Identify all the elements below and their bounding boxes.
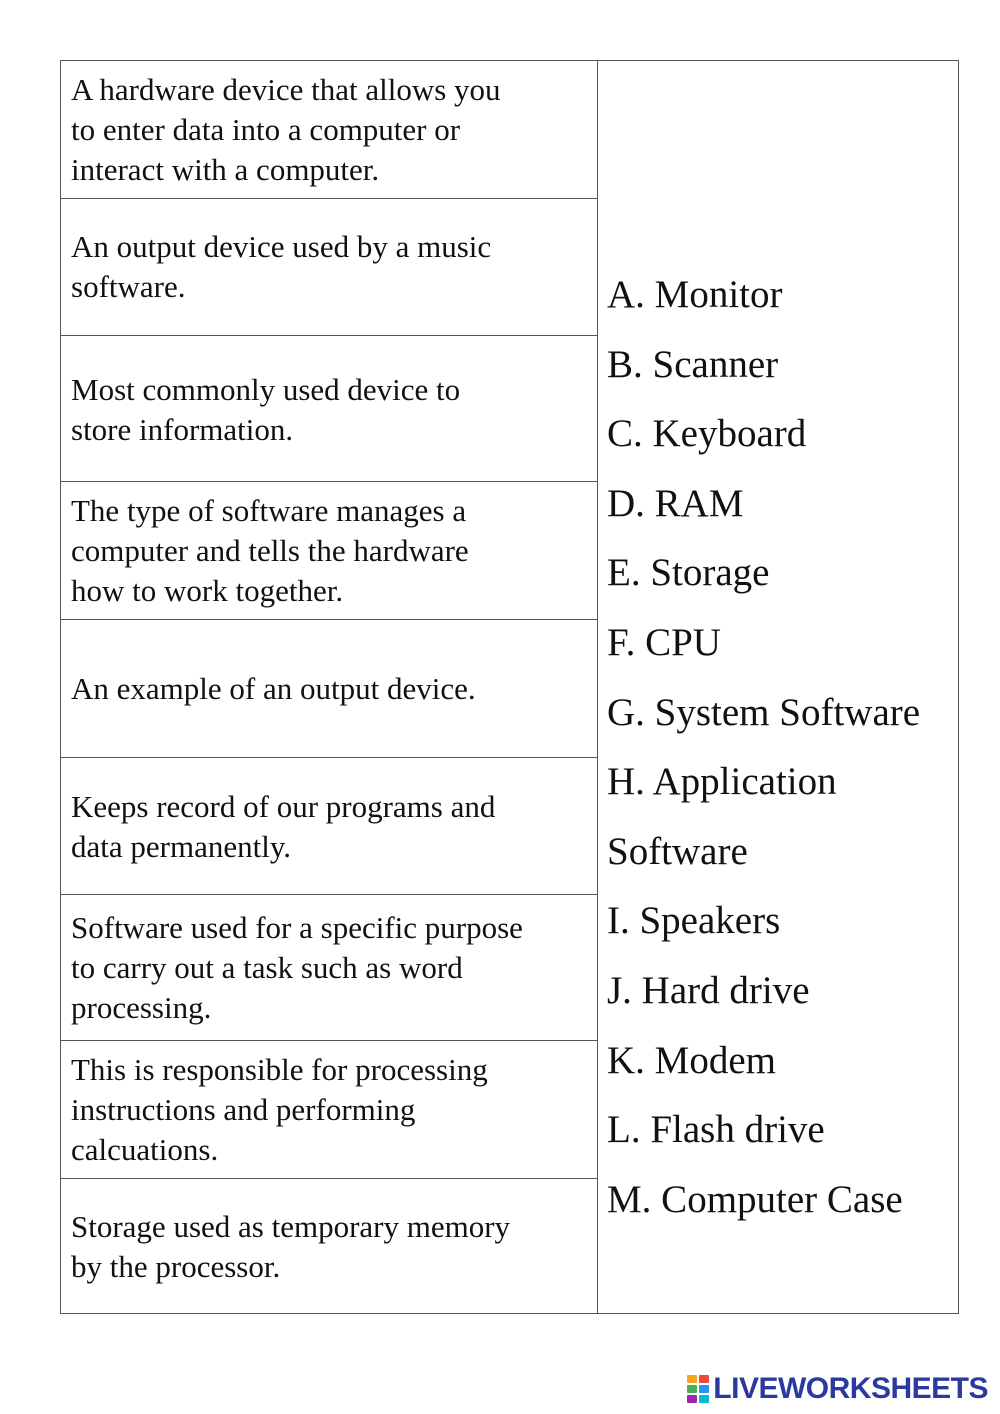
question-7-line-1: Software used for a specific purpose: [71, 909, 523, 945]
question-cell-1: [61, 61, 597, 199]
matching-table: [60, 60, 959, 1314]
liveworksheets-logo: [687, 1372, 988, 1406]
logo-block: [687, 1385, 697, 1393]
answer-h-continued: Software: [607, 829, 748, 873]
logo-block: [699, 1385, 709, 1393]
question-9-line-1: Storage used as temporary memory: [71, 1209, 511, 1244]
question-cell-5: [61, 620, 597, 758]
question-cell-2: [61, 199, 597, 336]
question-9-line-2: by the processor.: [71, 1249, 281, 1284]
question-cell-8: [61, 1041, 597, 1179]
answer-f: F. CPU: [607, 620, 721, 664]
question-7-line-3: processing.: [71, 989, 212, 1025]
question-6-line-2: data permanently.: [71, 829, 292, 864]
answers-column: [598, 61, 958, 1313]
logo-block: [687, 1395, 697, 1403]
question-7-line-2: to carry out a task such as word: [71, 949, 463, 985]
question-1-line-3: interact with a computer.: [71, 151, 380, 187]
answer-b: B. Scanner: [607, 342, 779, 386]
question-3-line-2: store information.: [71, 412, 294, 447]
question-1-line-2: to enter data into a computer or: [71, 111, 461, 147]
answer-d: D. RAM: [607, 481, 744, 525]
question-cell-6: [61, 758, 597, 895]
question-3-line-1: Most commonly used device to: [71, 372, 461, 407]
answer-h: H. Application: [607, 760, 837, 804]
question-1-line-1: A hardware device that allows you: [71, 71, 501, 107]
answer-l: L. Flash drive: [607, 1108, 825, 1152]
question-8-line-3: calcuations.: [71, 1131, 219, 1167]
question-4-line-3: how to work together.: [71, 572, 344, 608]
answer-e: E. Storage: [607, 551, 770, 595]
question-cell-4: [61, 482, 597, 620]
answer-k: K. Modem: [607, 1038, 776, 1082]
question-2-line-1: An output device used by a music: [71, 229, 492, 264]
question-8-line-1: This is responsible for processing: [71, 1051, 488, 1087]
question-4-line-2: computer and tells the hardware: [71, 532, 469, 568]
question-5-line-1: An example of an output device.: [71, 670, 476, 706]
question-8-line-2: instructions and performing: [71, 1091, 416, 1127]
logo-mark-icon: [687, 1375, 709, 1403]
answer-a: A. Monitor: [607, 273, 783, 316]
logo-block: [687, 1375, 697, 1383]
answer-c: C. Keyboard: [607, 412, 807, 456]
question-cell-3: [61, 336, 597, 482]
answer-g: G. System Software: [607, 690, 921, 734]
logo-block: [699, 1375, 709, 1383]
question-cell-9: [61, 1179, 597, 1312]
answer-j: J. Hard drive: [607, 968, 810, 1012]
logo-text: LIVEWORKSHEETS: [713, 1372, 988, 1405]
question-2-line-2: software.: [71, 269, 186, 304]
question-cell-7: [61, 895, 597, 1041]
questions-column: [61, 61, 598, 1313]
answer-m: M. Computer Case: [607, 1177, 903, 1221]
question-4-line-1: The type of software manages a: [71, 492, 467, 528]
logo-block: [699, 1395, 709, 1403]
question-6-line-1: Keeps record of our programs and: [71, 789, 496, 824]
answer-i: I. Speakers: [607, 899, 781, 943]
